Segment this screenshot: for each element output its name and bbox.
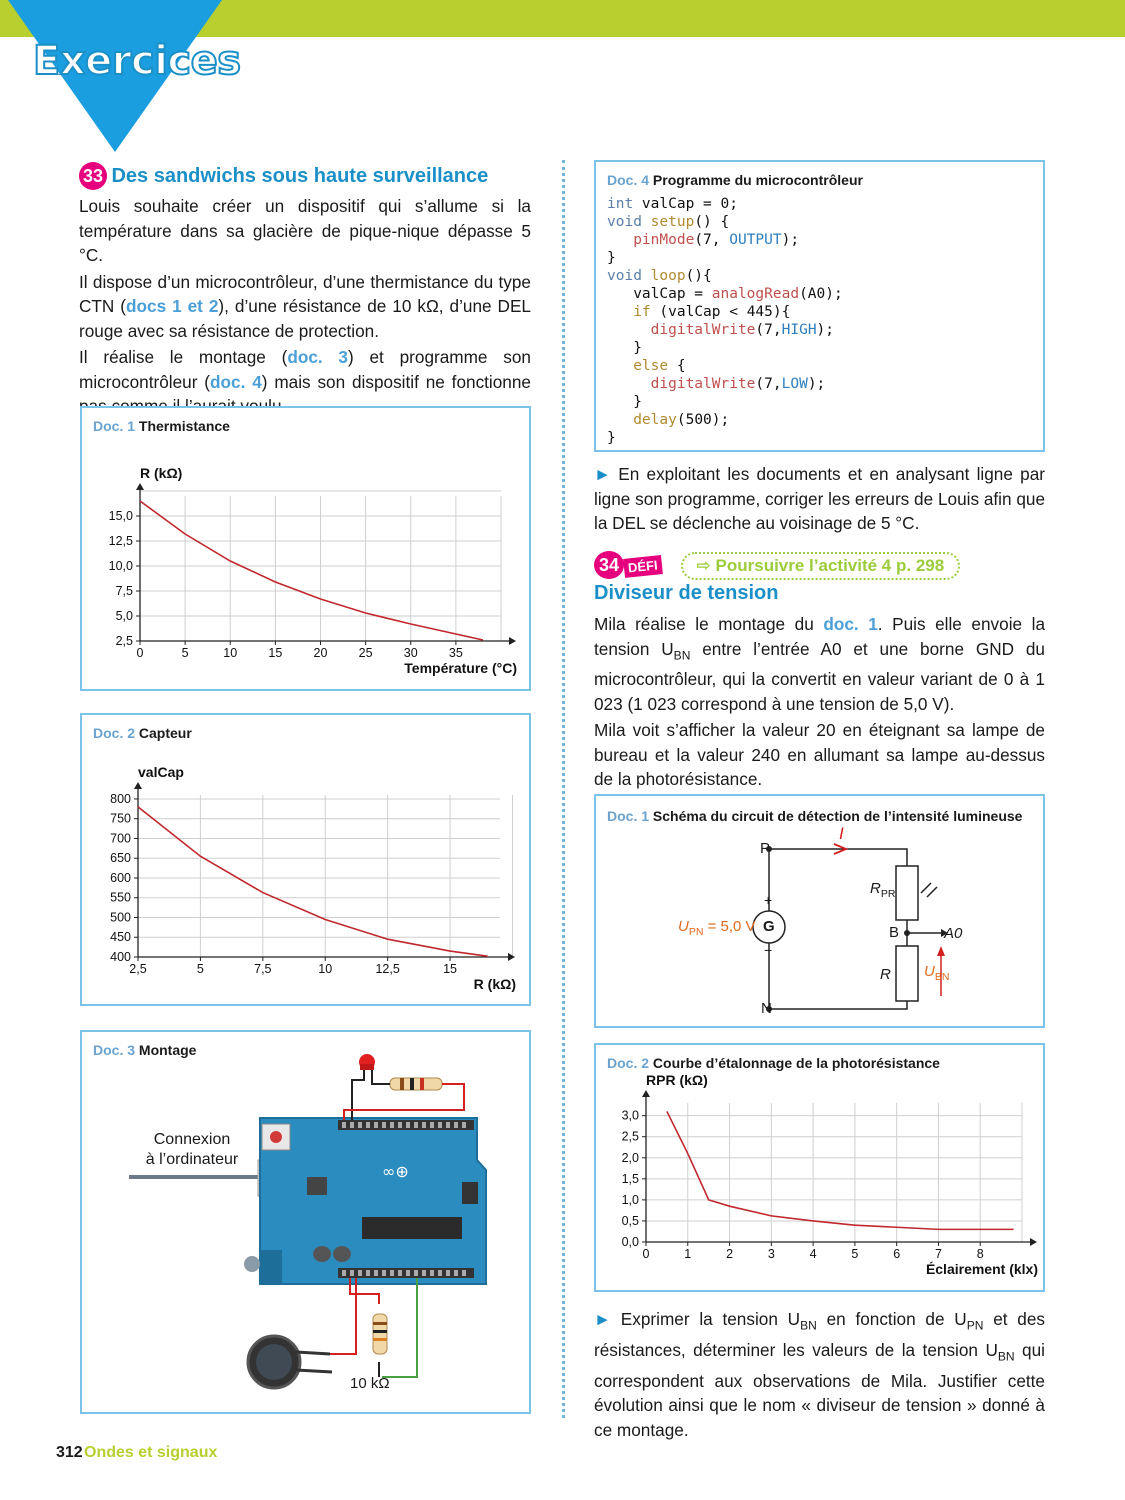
doc-reference[interactable]: doc. 3	[287, 347, 348, 367]
question-33: ► En exploitant les documents et en analysant ligne par ligne son programme, corriger les erreurs de Louis afin que la DEL se déclenche au voisinage de 5 °C.	[594, 464, 1046, 533]
y-tick-label: 450	[110, 930, 131, 945]
resistor-10k	[373, 1314, 387, 1354]
y-axis-arrow	[136, 483, 144, 490]
x-tick-label: 35	[448, 646, 463, 660]
y-tick-label: 2,5	[621, 1129, 639, 1144]
x-tick-label: 1	[684, 1247, 692, 1261]
page-number: 312	[56, 1444, 83, 1461]
exercise-number: 33	[79, 162, 107, 190]
arduino-montage	[82, 1032, 529, 1412]
doc-label: Doc. 4 Programme du microcontrôleur	[607, 172, 863, 188]
exercise-number: 34	[594, 551, 624, 579]
y-tick-label: 700	[110, 831, 131, 846]
circuit-schema	[596, 796, 1043, 1026]
x-axis-arrow	[509, 637, 516, 645]
doc3-montage	[80, 1030, 531, 1414]
y-tick-label: 600	[110, 870, 131, 885]
data-line	[140, 501, 483, 640]
exercise-33	[79, 162, 531, 421]
y-tick-label: 3,0	[621, 1108, 639, 1123]
y-tick-label: 12,5	[108, 534, 133, 548]
paragraph: Il dispose d’un microcontrôleur, d’une thermistance du type CTN (docs 1 et 2), d’une résistance de 10 kΩ, d’une DEL rouge avec sa résistance de protection.	[79, 271, 531, 341]
x-tick-label: 7,5	[254, 962, 272, 976]
exercise-title: Des sandwichs sous haute surveillance	[111, 165, 489, 187]
rpr-label: $R_{PR}$	[870, 880, 896, 900]
doc-label: Doc. 1 Schéma du circuit de détection de l’intensité lumineuse	[607, 808, 1023, 824]
x-axis-label: Température (°C)	[404, 660, 517, 676]
x-tick-label: 3	[767, 1247, 775, 1261]
y-tick-label: 0,0	[621, 1235, 639, 1249]
power-jack	[260, 1250, 282, 1284]
y-axis-label: valCap	[138, 764, 184, 780]
column-divider	[562, 160, 565, 1418]
arrow-icon: ►	[594, 1309, 612, 1329]
page-title: Exercices	[33, 38, 241, 84]
x-tick-label: 5	[196, 962, 204, 976]
paragraph: Louis souhaite créer un dispositif qui s’allume si la température dans sa glacière de pique-nique dépasse 5 °C.	[79, 196, 531, 265]
y-axis-label: RPR (kΩ)	[646, 1072, 708, 1088]
activity-link[interactable]: ⇨ Poursuivre l’activité 4 p. 298	[681, 552, 961, 580]
exercise-34-text	[594, 612, 1045, 794]
minus-sign: −	[764, 942, 773, 958]
doc-reference[interactable]: doc. 1	[823, 614, 878, 634]
x-axis-arrow	[508, 953, 515, 961]
x-tick-label: 4	[809, 1247, 817, 1261]
y-tick-label: 10,0	[108, 559, 133, 573]
y-tick-label: 2,0	[621, 1150, 639, 1165]
x-tick-label: 15	[268, 646, 283, 660]
arrow-right-icon: ⇨	[696, 556, 711, 575]
node-n: N	[761, 1000, 772, 1017]
x-axis-label: R (kΩ)	[473, 976, 516, 992]
defi-badge: DÉFI	[624, 555, 663, 578]
x-tick-label: 2	[726, 1247, 734, 1261]
x-tick-label: 12,5	[375, 962, 400, 976]
arrow-icon: ►	[594, 464, 612, 484]
y-axis-label: R (kΩ)	[140, 465, 183, 481]
question-34: ► Exprimer la tension $U_{BN}$ en fonction de $U_{PN}$ et des résistances, déterminer les valeurs de la tension $U_{BN}$ qui correspondent aux observations de Mila. Justifier cette évolution ainsi que le nom « diviseur de tension » donné à ce montage.	[594, 1309, 1046, 1440]
data-line	[667, 1111, 1014, 1229]
y-tick-label: 0,5	[621, 1213, 639, 1228]
node-p: P	[760, 840, 771, 857]
x-tick-label: 30	[403, 646, 418, 660]
x-axis-arrow	[1030, 1238, 1037, 1246]
doc4-programme	[594, 160, 1045, 452]
y-tick-label: 7,5	[115, 584, 133, 598]
generator-label: G	[763, 918, 775, 935]
y-tick-label: 1,0	[621, 1192, 639, 1207]
y-tick-label: 500	[110, 910, 131, 925]
doc2-capteur	[80, 713, 531, 1006]
current-label: I	[839, 824, 844, 843]
doc2-etalonnage	[594, 1043, 1045, 1292]
plus-sign: +	[764, 892, 773, 908]
ubn-label: $U_{BN}$	[924, 963, 950, 983]
code-block: int valCap = 0; void setup() { pinMode(7, OUTPUT); } void loop(){ valCap = analogRead(A0); if (valCap < 445){ digitalWrite(7,HIGH); } else { digitalWrite(7,LOW); } delay(500); }	[607, 196, 843, 446]
doc-label: Doc. 2 Capteur	[93, 725, 192, 741]
microcontroller-chip	[362, 1217, 462, 1239]
y-tick-label: 5,0	[115, 609, 133, 623]
chart-capteur	[82, 715, 529, 1004]
y-tick-label: 750	[110, 811, 131, 826]
y-tick-label: 650	[110, 851, 131, 866]
x-tick-label: 20	[313, 646, 328, 660]
doc-reference[interactable]: doc. 4	[210, 371, 262, 392]
doc1-circuit	[594, 794, 1045, 1028]
arduino-board	[260, 1118, 486, 1284]
jack-hole	[244, 1256, 260, 1272]
r-label: R	[880, 966, 891, 983]
x-tick-label: 0	[136, 646, 144, 660]
x-tick-label: 8	[976, 1247, 984, 1261]
y-axis-arrow	[642, 1090, 650, 1097]
exercise-34-header	[594, 551, 1054, 605]
y-tick-label: 400	[110, 950, 131, 964]
y-tick-label: 1,5	[621, 1171, 639, 1186]
node-b: B	[889, 924, 900, 941]
protection-resistor	[390, 1078, 442, 1090]
x-tick-label: 25	[358, 646, 373, 660]
paragraph: Mila voit s’afficher la valeur 20 en éteignant sa lampe de bureau et la valeur 240 en allumant sa lampe au-dessus de la photorésistance.	[594, 720, 1045, 790]
resistor-label: 10 kΩ	[350, 1375, 390, 1392]
svg-text:∞⊕: ∞⊕	[382, 1162, 409, 1181]
x-tick-label: 10	[318, 962, 333, 976]
paragraph: Mila réalise le montage du doc. 1. Puis elle envoie la tension $U_{BN}$ entre l’entrée A0 et une borne GND du microcontrôleur, qui la convertit en valeur variant de 0 à 1 023 (1 023 correspond à une tension de 5,0 V).	[594, 614, 1046, 714]
y-tick-label: 550	[110, 890, 131, 905]
doc1-thermistance	[80, 406, 531, 691]
exercise-title: Diviseur de tension	[594, 582, 779, 604]
reset-button	[270, 1131, 282, 1143]
a0-label: A0	[944, 925, 963, 942]
y-axis-arrow	[134, 782, 142, 789]
x-tick-label: 2,5	[129, 962, 147, 976]
x-tick-label: 15	[443, 962, 458, 976]
x-tick-label: 6	[893, 1247, 901, 1261]
paragraph: Il réalise le montage (doc. 3) et programme son microcontrôleur (doc. 4) mais son dispositif ne fonctionne	[79, 347, 531, 392]
x-tick-label: 7	[934, 1247, 942, 1261]
chart-thermistance	[82, 408, 529, 689]
y-tick-label: 800	[110, 791, 131, 806]
upn-label: $U_{PN} = 5,0$ V	[678, 918, 756, 938]
y-tick-label: 2,5	[115, 634, 133, 648]
x-tick-label: 5	[181, 646, 189, 660]
computer-label: Connexion à l’ordinateur	[145, 1131, 239, 1168]
x-tick-label: 0	[642, 1247, 650, 1261]
x-tick-label: 10	[223, 646, 238, 660]
section-name: Ondes et signaux	[84, 1444, 218, 1461]
y-tick-label: 15,0	[108, 509, 133, 523]
doc-label: Doc. 1 Thermistance	[93, 418, 230, 434]
x-tick-label: 5	[851, 1247, 859, 1261]
doc-reference[interactable]: docs 1 et 2	[126, 296, 219, 316]
doc-label: Doc. 2 Courbe d’étalonnage de la photorésistance	[607, 1055, 940, 1071]
x-axis-label: Éclairement (klx)	[925, 1261, 1038, 1277]
chart-etalonnage	[596, 1045, 1043, 1290]
doc-label: Doc. 3 Montage	[93, 1042, 197, 1058]
data-line	[138, 807, 488, 956]
